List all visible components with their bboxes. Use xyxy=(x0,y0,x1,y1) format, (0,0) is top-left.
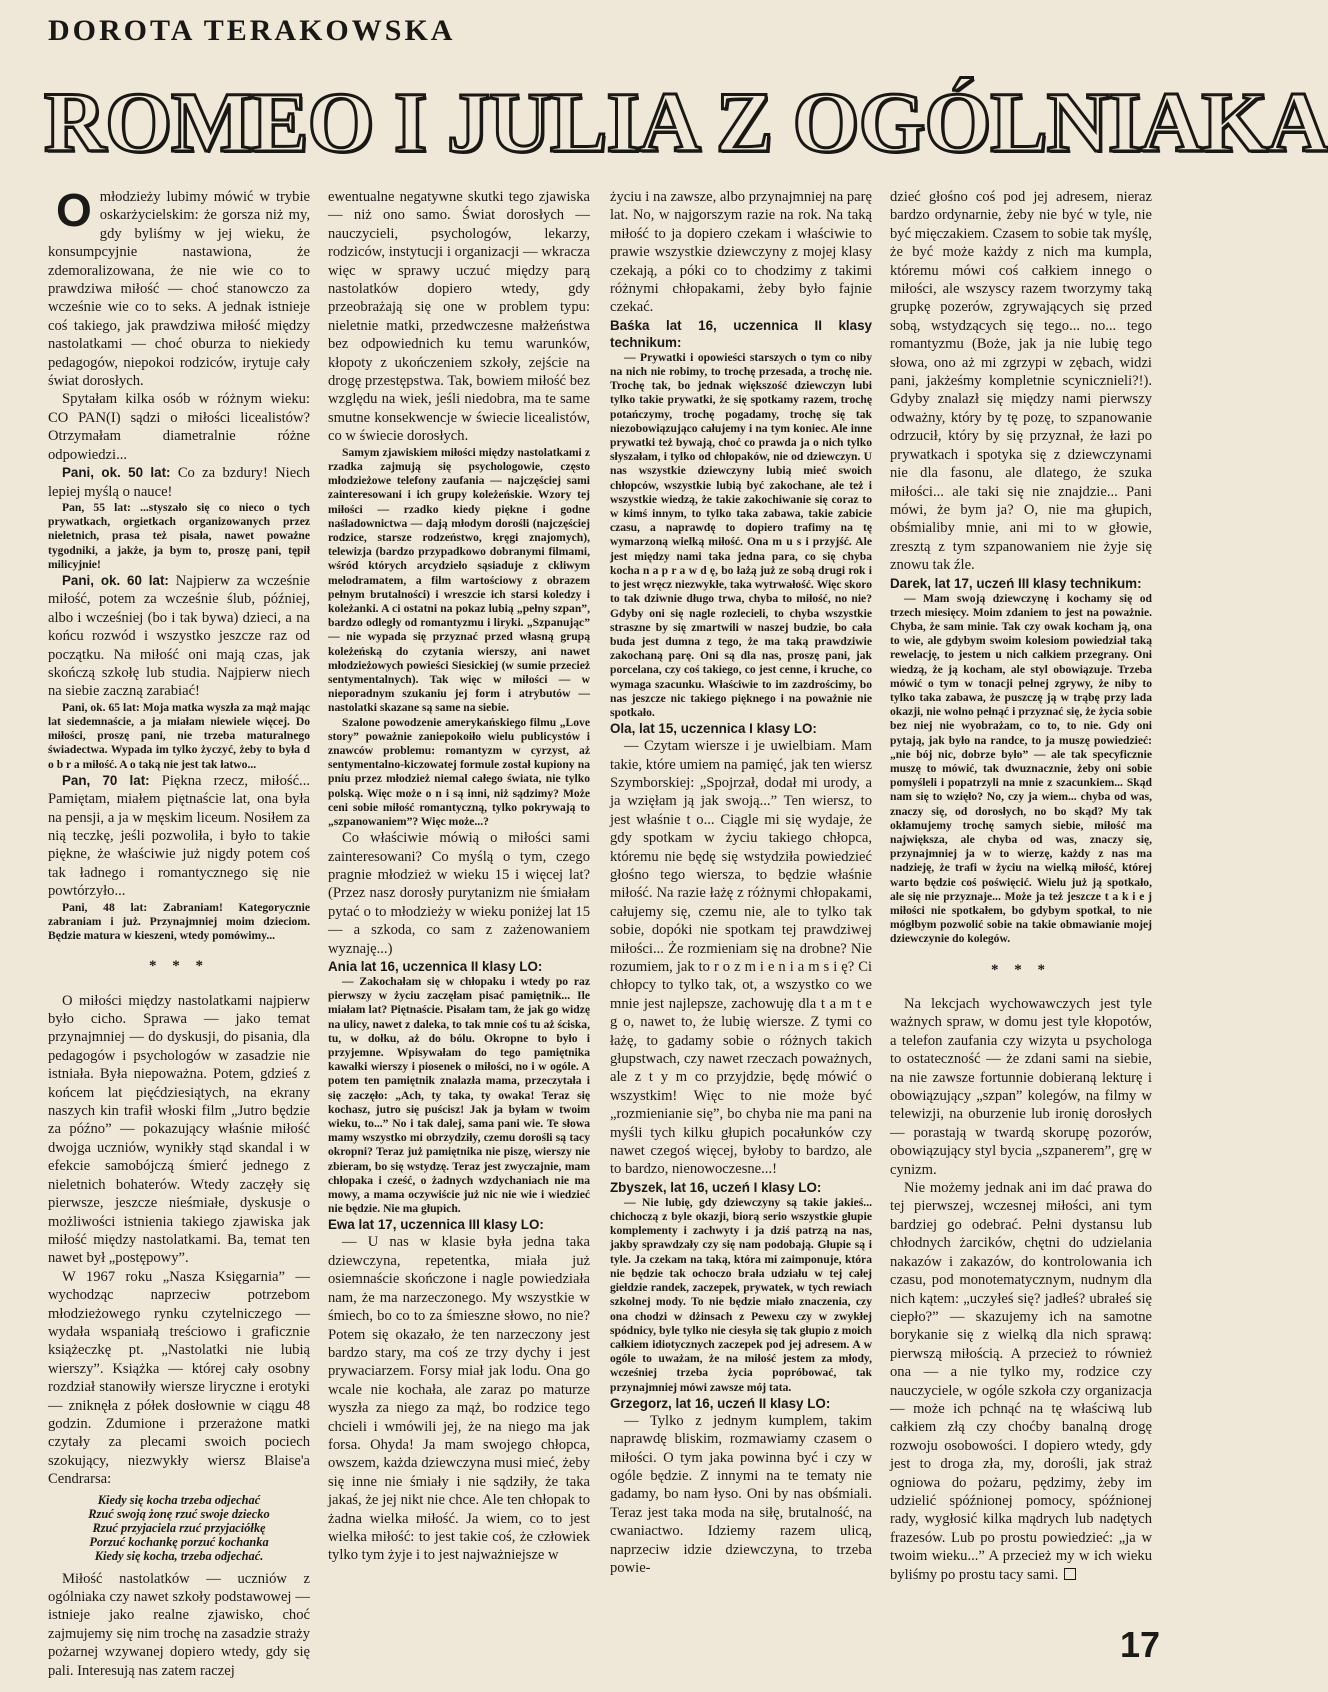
paragraph: O miłości między nastolatkami najpierw było cicho. Sprawa — jako temat przynajmniej — do dyskusji, do pisania, dla pedagogów i psychologów w zasadzie nie istniała. Była niepoważna. Potem, gdzieś z końcem lat pięćdziesiątych, na ekrany naszych kin trafił włoski film „Jutro będzie za późno” — pokazujący właśnie miłość dwojga uczniów, wynikły stąd skandal i w efekcie samobójczą śmierć jednego z nieletnich bohaterów. Wtedy zaczęły się pierwsze, jeszcze nieśmiałe, dyskusje o możliwości istnienia takiego zjawiska jak miłość między nastolatkami. Ba, temat ten nawet był „postępowy”. xyxy=(48,992,310,1267)
paragraph: ewentualne negatywne skutki tego zjawiska — niż ono samo. Świat dorosłych — nauczycieli, psychologów, lekarzy, rodziców, instytucji i organizacji — wkracza więc w sprawy uczuć między parą nastolatków dopiero wtedy, gdy przeobrażają się one w problem typu: nieletnie matki, przedwczesne małżeństwa bez odpowiednich ku temu warunków, kłopoty z ukończeniem szkoły, zejście na drogę przestępstwa. Tak, bowiem miłość bez względu na wiek, jeśli niedobra, ma te same smutne konsekwencje w świecie licealistów, co w świecie dorosłych. xyxy=(328,189,590,445)
intro-paragraph: Omłodzieży lubimy mówić w trybie oskarżycielskim: że gorsza niż my, gdy byliśmy w jej wieku, że konsumpcyjnie nastawiona, że zdemoralizowana, że nie wie co to prawdziwa miłość — choć stanowczo za wcześnie wie co to seks. A jednak istnieje coś takiego, jak prawdziwa miłość między nastolatkami — choć oburza to niekiedy pedagogów, niepokoi rodziców, irytuje cały świat dorosłych. xyxy=(48,184,310,390)
answer: Pani, ok. 50 lat: Co za bzdury! Niech lepiej myślą o nauce! xyxy=(48,465,310,500)
respondent-heading: Ewa lat 17, uczennica III klasy LO: xyxy=(328,1217,544,1233)
answer: Pan, 70 lat: Piękna rzecz, miłość... Pamiętam, miałem piętnaście lat, ona była na pensji, a ja w męskim liceum. Nosiłem za nią teczkę, jeśli pozwoliła, i było to takie piękne, że właściwie już nigdy potem coś tak ładnego i romantycznego się nie powtórzyło... xyxy=(48,772,310,900)
paragraph: dzieć głośno coś pod jej adresem, nieraz bardzo ordynarnie, żeby nie być w tyle, nie być mięczakiem. Czasem to sobie tak myślę, że być może każdy z nich ma kumpla, któremu mówi coś całkiem innego o miłości, ale wszyscy razem tworzymy taką grupkę pozerów, zgrywających się przed sobą, wstydzących się tego... no... tego romantyzmu (Boże, jak ja nie lubię tego słowa, ono aż mi zgrzypi w zębach, widzi pani, jakżeśmy kompletnie scynicznieli?!). Gdyby znalazł się między nami pierwszy odważny, który by tę pozę, to szpanowanie odrzucił, który by się przyznał, że łazi po prywatkach i spotyka się z dziewczynami nie dla fasonu, ale dlatego, że szuka miłości... ale taki się nie znajdzie... Pani mówi, że bym ja? O, nie ma głupich, obśmialiby mnie, ani mi to w głowie, zresztą z tym szpanowaniem nie żyje się znowu tak źle. xyxy=(890,189,1152,574)
respondent-heading: Baśka lat 16, uczennica II klasy technikum: xyxy=(610,317,872,350)
section-separator: * * * xyxy=(991,961,1051,978)
paragraph-small: Samym zjawiskiem miłości między nastolatkami z rzadka zajmują się psychologowie, często młodzieżowe telefony zaufania — najczęściej sami zainteresowani i ich grupy koleżeńskie. Wzory tej miłości — rzadko kiedy piękne i godne naśladownictwa — dają młodym dorośli (najczęściej rodzice, starsze rodzeństwo, kręgi znajomych), telewizja (bardzo przypadkowo dobranymi filmami, wśród których arcydzieło sąsiaduje z ckliwym melodramatem, a film wartościowy z obrazem pełnym brutalności) i wreszcie ich starsi koledzy i koleżanki. A ci ostatni na pokaz lubią „pełny szpan”, bardzo odległy od romantyzmu i liryki. „Szpanując” — nie wypada się przyznać przed własną grupą koleżeńską do czytania wierszy, ani nawet młodzieżowych powieści Siesickiej (w sumie przecież sentymentalnych). Tak więc w miłości — w nieporadnym szukaniu jej form i atrybutów — nastolatki skazane są same na siebie. xyxy=(328,445,590,715)
column-4 xyxy=(890,188,1152,1628)
poem-line: Porzuć kochankę porzuć kochanka xyxy=(89,1535,269,1550)
poem-line: Kiedy się kocha trzeba odjechać xyxy=(97,1492,261,1507)
answer-small: Pani, ok. 65 lat: Moja matka wyszła za mąż mając lat siedemnaście, a ja miałam niewiele więcej. Do miłości, proszę pani, nie trzeba maturalnego świadectwa. Wypada im tylko życzyć, żeby to była d o b r a miłość. A o taką nie jest tak łatwo... xyxy=(48,700,310,771)
column-3 xyxy=(610,188,872,1628)
article-body xyxy=(48,184,1158,1679)
respondent-heading: Zbyszek, lat 16, uczeń I klasy LO: xyxy=(610,1179,822,1195)
paragraph: życiu i na zawsze, albo przynajmniej na parę lat. No, w najgorszym razie na rok. Na taką miłość to ja dopiero czekam i właściwie to prawie wszystkie dziewczyny z mojej klasy czekają, a póki co to chodzimy z takimi różnymi chłopakami, żeby było fajnie czekać. xyxy=(610,189,872,316)
section-separator: * * * xyxy=(149,958,209,975)
answer-small: Pan, 55 lat: ...styszało się co nieco o tych prywatkach, orgietkach organizowanych przez nieletnich, prasa też pisała, nawet poważne tygodniki, a jakże, ja bym to, proszę pani, tępił milicyjnie! xyxy=(48,500,310,571)
respondent-answer: — Zakochałam się w chłopaku i wtedy po raz pierwszy w życiu zaczęłam pisać pamiętnik... Ile miałam lat? Piętnaście. Pisałam tam, że jak go widzę na ulicy, nawet z daleka, to tak mnie coś tu aż ściska, tu, w dołku, aż do bólu. Okropne to było i przyjemne. Wpisywałam do tego pamiętnika kawałki wierszy i piosenek o miłości, no i w ogóle. A potem ten pamiętnik znalazła mama, przeczytała i się zaczęło: „Ach, ty taka, ty owaka! Teraz się kochasz, jutro się puścisz! Jak ja byłam w twoim wieku, to...” No i tak dalej, sama pani wie. Te słowa mamy wszystko mi obrzydziły, czemu dorośli są tacy okropni? Teraz już pamiętnika nie piszę, wierszy nie zbieram, bo się wstydzę. Teraz jest zwyczajnie, mam chłopaka i cześć, o żadnych wzdychaniach nie ma mowy, a mama oczywiście już nic nie wie i wiedzieć nie będzie. Nie ma głupich. xyxy=(328,975,590,1216)
paragraph: Spytałam kilka osób w różnym wieku: CO PAN(I) sądzi o miłości licealistów? Otrzymałam diametralnie różne odpowiedzi... xyxy=(48,391,310,463)
poem-line: Rzuć przyjaciela rzuć przyjaciółkę xyxy=(92,1521,266,1536)
respondent-answer: — Mam swoją dziewczynę i kochamy się od trzech miesięcy. Moim zdaniem to jest na poważnie. Chyba, że sam minie. Tak czy owak kocham ją, ona to wie, ale gdybym swoim kolesiom powiedział taką rewelację, to jestem u nich całkiem przegrany. Oni wiedzą, że ją kocham, ale styl obowiązuje. Trzeba mówić o tym w tonacji pełnej zgrywy, że niby to tylko taka zabawa, że puszczę ją w trąbę przy lada okazji, nie wolno pełnąć i przyznać się, że życia sobie bez niej nie wyobrażam, co to, to nie. Gdy oni pytają, jak było na randce, to ja muszę powiedzieć: „nie bój nic, dobrze było” — ale tak specyficznie muszę to mówić, tak dwuznacznie, żeby oni sobie pomyśleli i popatrzyli na mnie z szacunkiem... Skąd nam się to wzięło? No, czy ja wiem... chyba od was, znaczy się, od dorosłych, no bo skąd? My tak okłamujemy trochę samych siebie, miłość ma największa, ale chyba od was, znaczy się, przynajmniej ja w to wierzę, każdy z nas ma nadzieję, że trafi w życiu na wielką miłość, której warto będzie coś poświęcić. Wielu już ją spotkało, ale się nie przyznaje... Może ja też jeszcze t a k i e j miłości nie spotkałem, bo gdybym spotkał, to nie mógłbym pozwolić sobie na takie obmawianie mojej dziewczynie do kolegów. xyxy=(890,591,1152,946)
paragraph: W 1967 roku „Nasza Księgarnia” — wychodząc naprzeciw potrzebom młodzieżowego rynku czytelniczego — wydała wspaniałą treściowo i graficznie książeczkę pt. „Nastolatki nie lubią wierszy”. Książka — której cały osobny rozdział stanowiły wiersze liryczne i erotyki — zniknęła z półek dosłownie w ciągu 48 godzin. Zdumione i przerażone matki czytały za plecami swoich pociech szokujący, niezwykły wiersz Blaise'a Cendrarsa: xyxy=(48,1268,310,1488)
respondent-answer: — U nas w klasie była jedna taka dziewczyna, repetentka, miała już osiemnaście skończone i nagle powiedziała nam, że ma narzeczonego. My wszystkie w śmiech, bo co to za śmieszne słowo, no nie? Potem się okazało, że ten narzeczony jest bardzo stary, ma coś ze trzy dychy i jest prywaciarzem. Forsy miał jak lodu. Ona go wcale nie kochała, ale zaraz po maturze wyszła za niego za mąż, bo rodzice tego chcieli i wmówili jej, że na niego ma jak forsa. Ohyda! Ja mam swojego chłopca, owszem, każda dziewczyna musi mieć, żeby się inne nie śmiały i nie sądziły, że taka jakaś, że jej nikt nie chce. Ale ten chłopak to żadna wielka miłość. Ja wiem, co to jest wielka miłość: to jest takie coś, że człowiek tylko tym żyje i to jest najważniejsze w xyxy=(328,1234,590,1564)
poem-quote xyxy=(48,1493,310,1564)
paragraph: Nie możemy jednak ani im dać prawa do tej pierwszej, wczesnej miłości, ani tym bardziej go odebrać. Pełni dystansu lub chłodnych żarcików, chętni do udzielania nakazów i zakazów, do kontrolowania ich czasu, pod monotematycznym, nudnym dla nich kątem: „uczyłeś się? jadłeś? ubrałeś się ciepło?” — skazujemy ich na samotne borykanie się z wielką dla nich sprawą: pierwszą miłością. A przecież to również ona — a nie tylko my, rodzice czy nauczyciele, w ogóle szkoła czy organizacja — może ich pchnąć na tę właściwą lub całkiem złą czy choćby banalną drogę rozwoju osobowości. I dopiero wtedy, gdy jest to droga zła, my, dorośli, jak straż ogniowa do pożaru, pędzimy, żeby im udzielić spóźnionej pomocy, spóźnionej rady, wygłosić kilka mądrych lub nadętych frazesów. Lub po prostu powiedzieć: „ja w twoim wieku...” A przecież my w ich wieku byliśmy po prostu tacy sami. xyxy=(890,1180,1152,1583)
respondent-answer: — Prywatki i opowieści starszych o tym co niby na nich nie robimy, to trochę przesada, a trochę nie. Trochę tak, bo jednak większość dziewczyn lubi tylko takie prywatki, że się spotkamy razem, trochę potańczymy, trochę pogadamy, trochę się tak niezobowiązująco całujemy i na tym koniec. Ale inne prywatki też bywają, choć co prawda ja o nich tylko słyszałam, i tylko od chłopaków, nie od dziewczyn. U nas wszystkie dziewczyny lubią mieć swoich chłopców, wszystkie lubią być zakochane, ale też i wszystkie wiedzą, że takie zakochiwanie się coraz to w kimś innym, to tylko taka zabawa, takie zabicie czasu, a naprawdę to dopiero trafimy na tę wymarzoną wielką miłość. Ona m u s i przyjść. Ale jest między nami taka jedna para, co się chyba kocha n a p r a w d ę, bo łażą już ze sobą drugi rok i to jest wręcz niezwykłe, taka wytrwałość. Więc skoro to tak dziwnie długo trwa, chyba to miłość, no nie? Gdyby oni się nagle rozlecieli, to chyba wszystkie straszne by się zmartwili w naszej budzie, bo cała buda jest dumna z tego, że ma taką prawdziwie zakochaną parę. Oni są dla nas, proszę pani, jak porcelana, czy coś takiego, co jest cenne, i kruche, co wymaga szacunku. Właściwie to im zazdrościmy, bo nas jeszcze nic takiego pięknego i na poważnie nie spotkało. xyxy=(610,350,872,719)
respondent-heading: Grzegorz, lat 16, uczeń II klasy LO: xyxy=(610,1395,831,1411)
article-title: ROMEO I JULIA Z OGÓLNIAKA xyxy=(44,74,1328,170)
author-byline: DOROTA TERAKOWSKA xyxy=(48,14,456,47)
drop-cap: O xyxy=(56,184,92,236)
answer-small: Pani, 48 lat: Zabraniam! Kategorycznie zabraniam i już. Przynajmniej moim dzieciom. Będzie matura w kieszeni, wtedy pomówimy... xyxy=(48,900,310,943)
paragraph: Na lekcjach wychowawczych jest tyle ważnych spraw, w domu jest tyle kłopotów, a telefon zaufania czy wizyta u psychologa to ostateczność — że zdani sami na siebie, na nie zawsze fortunnie dobieraną lekturę i obowiązujący „szpan” kolegów, na filmy w telewizji, na oburzenie lub ironię dorosłych — porastają w twardą skorupę pozorów, obowiązujący styl bycia „szpanerem”, grę w cynizm. xyxy=(890,996,1152,1178)
respondent-answer: — Nie lubię, gdy dziewczyny są takie jakieś... chichoczą z byle okazji, biorą serio wszystkie głupie komplementy i zachwyty i ja dziś patrzą na nas, jakby sprawdzały czy się nam podobają. Głupie są i tyle. Ja czekam na taką, która mi zaimponuje, która nie będzie tak ochoczo brała udziału w tej całej giełdzie randek, zaczepek, prywatek, w tych rewiach szkolnej mody. To nie będzie miało znaczenia, czy ona chodzi w dżinsach z Pewexu czy w zwykłej spódnicy, byle tylko nie ciesyła się tak głupio z moich całkiem idiotycznych zaczepek pod jej adresem. A w ogóle to uważam, że na miłość jestem za młody, wcześniej trzeba życia popróbować, tak przynajmniej mówi zawsze mój tata. xyxy=(610,1195,872,1394)
respondent-answer: — Czytam wiersze i je uwielbiam. Mam takie, które umiem na pamięć, jak ten wiersz Szymborskiej: „Spojrzał, dodał mi urody, a ja wzięłam ją jak swoją...” Ten wiersz, to jest właśnie t o... Ciągle mi się wydaje, że gdy spotkam w życiu takiego chłopca, któremu nie będę się wstydziła powiedzieć głośno tego wiersza, to będzie właśnie miłość. Na razie łażę z różnymi chłopakami, całujemy się, czemu nie, ale to tylko tak sobie, dopóki nie spotkam tej prawdziwej miłości... Że rozmieniam się na drobne? Nie rozumiem, jak to r o z m i e n i a m s i ę? Ci chłopcy to tylko tak, ot, a wszystko co we mnie jest najlepsze, zachowuję dla t a m t e g o, nawet to, że lubię wiersze. Z tymi co łażę, to gadamy sobie o różnych takich głupstwach, czy nawet rzeczach poważnych, ale z t y m co przyjdzie, będę mówić o wszystkim! Więc to nie może być „rozmienianie się”, bo chyba nie ma pani na myśli tych kilku głupich pocałunków czy nawet czegoś więcej, byłoby to bardzo, ale to bardzo, nienowoczesne...! xyxy=(610,738,872,1178)
column-2 xyxy=(328,188,590,1628)
poem-line: Kiedy się kocha, trzeba odjechać. xyxy=(94,1549,264,1564)
respondent-heading: Ania lat 16, uczennica II klasy LO: xyxy=(328,959,543,975)
respondent-answer: — Tylko z jednym kumplem, takim naprawdę bliskim, rozmawiamy czasem o miłości. O tym jaka powinna być i czy w ogóle będzie. Z innymi na te tematy nie gadamy, bo nam łyso. Oni by nas obśmiali. Teraz jest taka moda na siłę, brutalność, na cwaniactwo. Idziemy razem ulicą, naprzeciw idzie dziewczyna, to trzeba powie- xyxy=(610,1412,872,1576)
paragraph-small: Szalone powodzenie amerykańskiego filmu „Love story” poważnie zaniepokoiło wielu publicystów i znawców problemu: romantyzm w cyrzyst, aż sentymentalno-kiczowatej formule został kupiony na pniu przez młodzież niemal całego świata, nie tylko polską. Więc może o n i są inni, niż sądzimy? Może ceni sobie miłość romantyczną, tylko pokrywają to „szpanowaniem”? Więc może...? xyxy=(328,715,590,828)
paragraph: Co właściwie mówią o miłości sami zainteresowani? Co myślą o tym, czego pragnie młodzież w wieku 15 i więcej lat? (Przez nasz dorosły purytanizm nie śmiałam pytać o to młodzieży w wieku poniżej lat 15 — a szkoda, co sam z zażenowaniem wyznaję...) xyxy=(328,830,590,957)
column-1 xyxy=(48,184,311,1679)
respondent-heading: Darek, lat 17, uczeń III klasy technikum: xyxy=(890,575,1142,591)
page-number: 17 xyxy=(1119,1624,1160,1665)
answer: Pani, ok. 60 lat: Najpierw za wcześnie miłość, potem za wcześnie ślub, później, albo i wcześniej (bo i tak bywa) dzieci, a na końcu rozwód i wszystko jeszcze raz od początku. Na miłość oni mają czas, jak skończą szkołę lub studia. Najpierw niech na siebie zaczną zarabiać! xyxy=(48,572,311,700)
end-of-article-icon xyxy=(1064,1568,1076,1580)
poem-line: Rzuć swoją żonę rzuć swoje dziecko xyxy=(88,1506,270,1521)
respondent-heading: Ola, lat 15, uczennica I klasy LO: xyxy=(610,721,817,737)
paragraph: Miłość nastolatków — uczniów z ogólniaka czy nawet szkoły podstawowej — istnieje jako realne zjawisko, choć zajmujemy się nim trochę na zasadzie straży pożarnej wzywanej dopiero wtedy, gdy się pali. Interesują nas zatem raczej xyxy=(48,1570,310,1679)
